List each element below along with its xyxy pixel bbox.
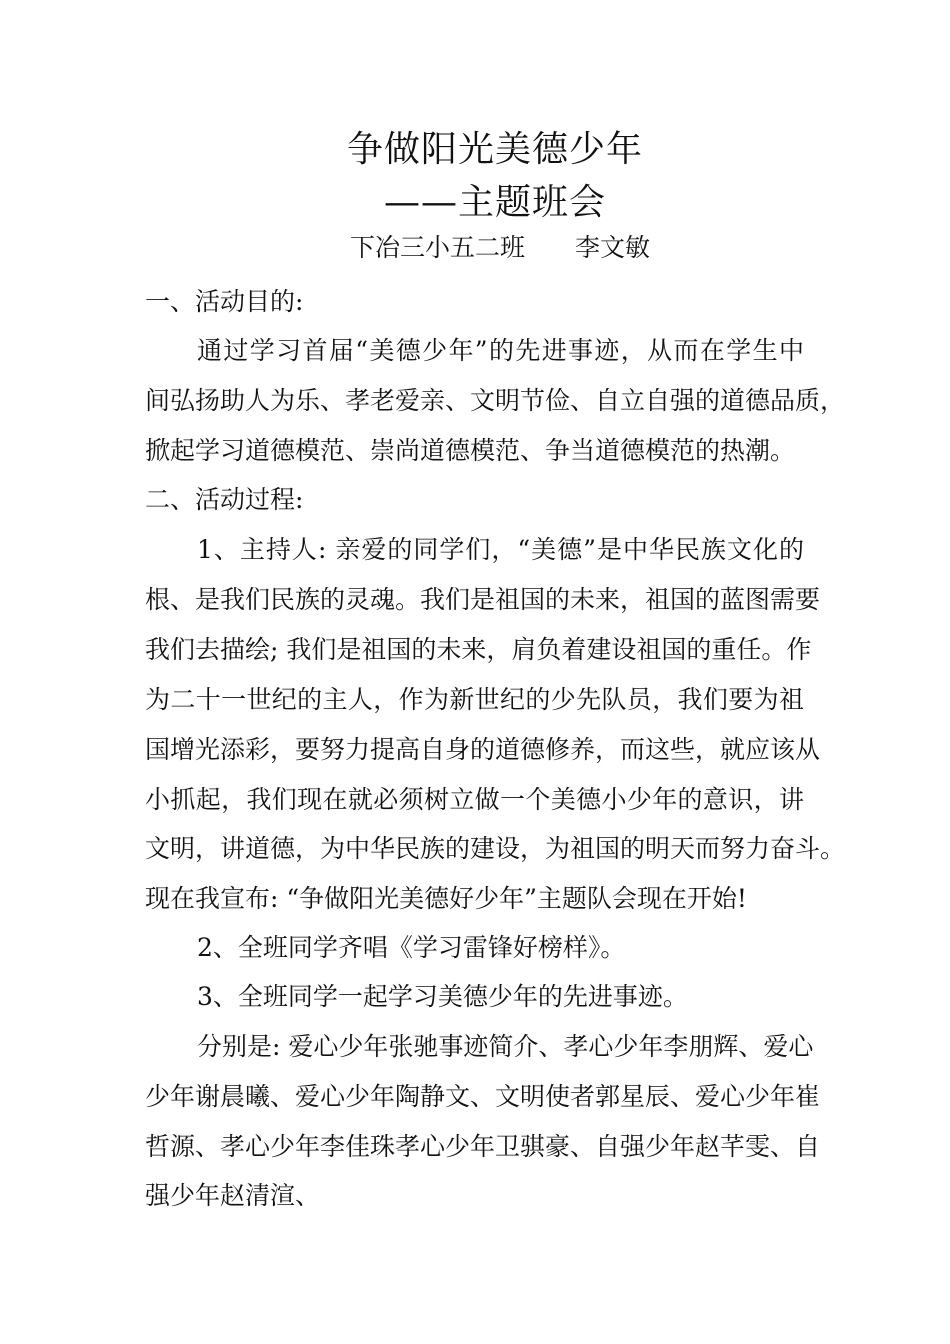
paragraph-line: 为二十一世纪的主人，作为新世纪的少先队员，我们要为祖: [145, 685, 804, 714]
paragraph-line: 通过学习首届“美德少年”的先进事迹，从而在学生中: [197, 336, 804, 365]
paragraph-line: 间弘扬助人为乐、孝老爱亲、文明节俭、自立自强的道德品质，: [145, 386, 846, 415]
paragraph-line: 强少年赵清渲、: [145, 1181, 321, 1210]
section-heading-purpose: 一、活动目的:: [145, 287, 304, 316]
paragraph-line: 哲源、孝心少年李佳珠孝心少年卫骐豪、自强少年赵芊雯、自: [145, 1132, 821, 1161]
document-title: 争做阳光美德少年: [346, 129, 643, 170]
author-byline: 下冶三小五二班 李文敏: [349, 233, 650, 262]
paragraph-line: 现在我宣布: “争做阳光美德好少年”主题队会现在开始!: [145, 884, 747, 913]
document-subtitle: ——主题班会: [383, 182, 606, 223]
paragraph-line: 小抓起，我们现在就必须树立做一个美德小少年的意识，讲: [145, 785, 804, 814]
paragraph-line: 1、主持人: 亲爱的同学们，“美德”是中华民族文化的: [197, 535, 804, 564]
list-item-3: 3、全班同学一起学习美德少年的先进事迹。: [197, 982, 688, 1011]
paragraph-line: 掀起学习道德模范、崇尚道德模范、争当道德模范的热潮。: [145, 436, 796, 465]
paragraph-line: 我们去描绘; 我们是祖国的未来，肩负着建设祖国的重任。作: [145, 635, 812, 664]
paragraph-line: 根、是我们民族的灵魂。我们是祖国的未来，祖国的蓝图需要: [145, 585, 821, 614]
paragraph-line: 少年谢晨曦、爱心少年陶静文、文明使者郭星辰、爱心少年崔: [145, 1082, 821, 1111]
paragraph-line: 国增光添彩，要努力提高自身的道德修养，而这些，就应该从: [145, 735, 821, 764]
section-heading-process: 二、活动过程:: [145, 485, 304, 514]
paragraph-line: 分别是: 爱心少年张驰事迹简介、孝心少年李朋辉、爱心: [197, 1032, 814, 1061]
list-item-2: 2、全班同学齐唱《学习雷锋好榜样》。: [197, 933, 626, 962]
paragraph-line: 文明，讲道德，为中华民族的建设，为祖国的明天而努力奋斗。: [145, 834, 846, 863]
